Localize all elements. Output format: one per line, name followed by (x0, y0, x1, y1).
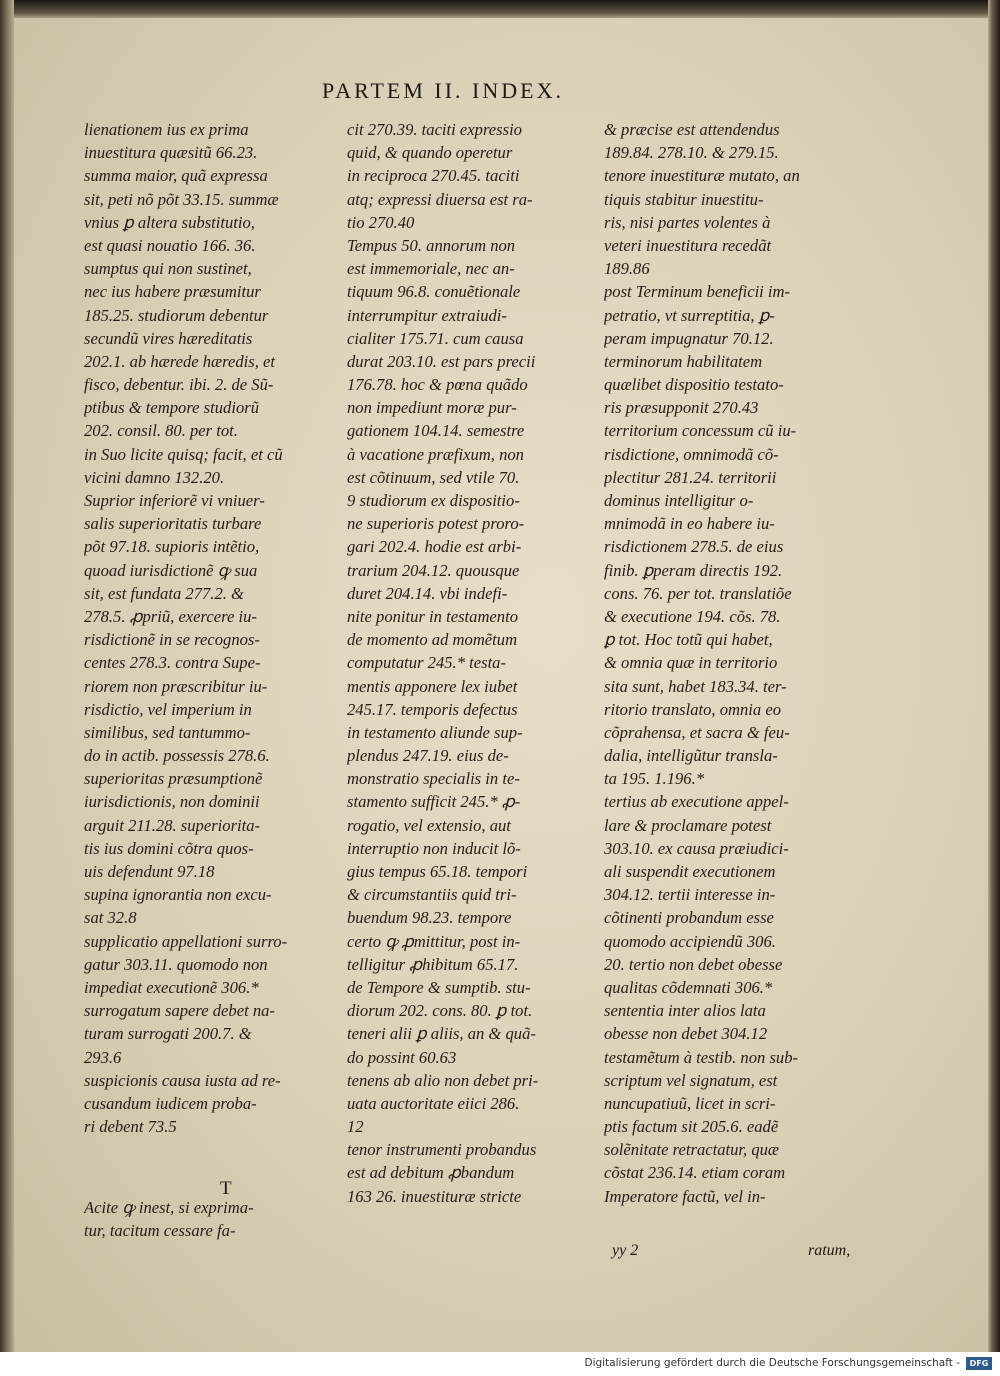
index-line: non impediunt moræ pur- (347, 398, 517, 418)
index-line: quælibet dispositio testato- (604, 375, 784, 395)
index-line: risdictionẽ in se recognos- (84, 630, 260, 650)
index-line: do possint 60.63 (347, 1047, 457, 1067)
index-line: in Suo licite quisq; facit, et cũ (84, 444, 283, 464)
index-line: tertius ab executione appel- (604, 792, 789, 812)
index-line: supplicatio appellationi surro- (84, 931, 288, 951)
index-line: inuestitura quæsitũ 66.23. (84, 143, 258, 163)
index-line: sit, peti nõ põt 33.15. summæ (84, 189, 279, 209)
index-line: 245.17. temporis defectus (347, 699, 518, 719)
index-line: de momento ad momẽtum (347, 630, 518, 650)
index-line: quomodo accipiendũ 306. (604, 931, 776, 951)
index-line: do in actib. possessis 278.6. (84, 746, 270, 766)
index-line: & executione 194. cõs. 78. (604, 606, 781, 626)
index-line: cõprahensa, et sacra & feu- (604, 722, 790, 742)
index-line: nite ponitur in testamento (347, 606, 518, 626)
index-line: territorium concessum cũ iu- (604, 421, 797, 441)
index-line: ri debent 73.5 (84, 1117, 177, 1137)
index-line: sit, est fundata 277.2. & (84, 583, 244, 603)
index-line: telligitur ꝓhibitum 65.17. (347, 954, 519, 974)
dfg-logo: DFG (966, 1357, 992, 1370)
index-line: qualitas cõdemnati 306.* (604, 977, 773, 997)
index-line: risdictionem 278.5. de eius (604, 537, 784, 557)
index-line: Tempus 50. annorum non (347, 235, 516, 255)
index-line: mentis apponere lex iubet (347, 676, 518, 696)
index-line: est quasi nouatio 166. 36. (84, 235, 256, 255)
index-line: tenens ab alio non debet pri- (347, 1070, 539, 1090)
index-line: buendum 98.23. tempore (347, 908, 512, 928)
index-line: computatur 245.* testa- (347, 653, 507, 673)
index-line: Imperatore factũ, vel in- (604, 1186, 766, 1206)
index-line: solẽnitate retractatur, quæ (604, 1140, 779, 1160)
index-line: teneri alii ꝑ aliis, an & quã- (347, 1024, 536, 1044)
index-line: lare & proclamare potest (604, 815, 772, 835)
index-line: põt 97.18. supioris intẽtio, (84, 537, 260, 557)
index-line: Suprior inferiorẽ vi vniuer- (84, 491, 265, 510)
index-line: interruptio non inducit lõ- (347, 838, 521, 858)
index-column-1 (84, 118, 356, 1138)
index-line: fisco, debentur. ibi. 2. de Sũ- (84, 375, 274, 395)
index-line: duret 204.14. vbi indefi- (347, 583, 508, 603)
index-line: arguit 211.28. superiorita- (84, 815, 261, 835)
index-line: in testamento aliunde sup- (347, 722, 523, 742)
index-line: nuncupatiuũ, licet in scri- (604, 1093, 776, 1113)
index-line: monstratio specialis in te- (347, 769, 520, 789)
index-line: 9 studiorum ex dispositio- (347, 491, 520, 510)
index-line: cõtinenti probandum esse (604, 908, 774, 928)
index-line: risdictione, omnimodã cõ- (604, 444, 779, 464)
index-line: est immemoriale, nec an- (347, 259, 515, 279)
page-top-shadow (0, 0, 1000, 18)
index-line: 303.10. ex causa præiudici- (604, 838, 789, 858)
index-line: nec ius habere præsumitur (84, 282, 261, 302)
index-line: & circumstantiis quid tri- (347, 885, 517, 905)
index-line: iurisdictionis, non dominii (84, 792, 260, 812)
index-line: 293.6 (84, 1047, 122, 1067)
index-line: riorem non præscribitur iu- (84, 676, 268, 696)
section-t-entries (84, 1196, 356, 1242)
index-line: surrogatum sapere debet na- (84, 1001, 275, 1021)
index-line: 202. consil. 80. per tot. (84, 421, 238, 441)
index-line: quid, & quando operetur (347, 143, 513, 163)
index-line: ptis factum sit 205.6. eadẽ (604, 1117, 779, 1137)
index-line: est cõtinuum, sed vtile 70. (347, 467, 520, 487)
index-line: similibus, sed tantummo- (84, 722, 251, 742)
page-right-edge (988, 0, 1000, 1352)
index-line: uis defendunt 97.18 (84, 862, 215, 881)
index-column-2 (347, 118, 609, 1208)
index-line: diorum 202. cons. 80. ꝑ tot. (347, 1001, 533, 1021)
index-line: cusandum iudicem proba- (84, 1093, 257, 1113)
index-line: de Tempore & sumptib. stu- (347, 977, 531, 997)
index-line: sententia inter alios lata (604, 1001, 766, 1021)
index-line: atq; expressi diuersa est ra- (347, 189, 533, 209)
index-line: 278.5. ꝓpriũ, exercere iu- (84, 606, 257, 626)
index-line: scriptum vel signatum, est (604, 1070, 778, 1090)
index-line: superioritas præsumptionẽ (84, 769, 263, 789)
index-line: supina ignorantia non excu- (84, 885, 272, 905)
index-line: 163 26. inuestituræ stricte (347, 1186, 522, 1206)
index-line: uata auctoritate eiici 286. (347, 1093, 520, 1113)
index-line: certo ꝙ ꝓmittitur, post in- (347, 931, 521, 951)
index-line: salis superioritatis turbare (84, 514, 262, 534)
index-line: interrumpitur extraiudi- (347, 305, 507, 325)
index-line: gius tempus 65.18. tempori (347, 862, 528, 881)
index-line: dalia, intelligũtur transla- (604, 746, 778, 766)
index-line: 20. tertio non debet obesse (604, 954, 783, 974)
index-line: centes 278.3. contra Supe- (84, 653, 261, 673)
index-line: quoad iurisdictionẽ ꝙ sua (84, 560, 258, 580)
index-line: cit 270.39. taciti expressio (347, 120, 522, 139)
section-letter: T (220, 1178, 232, 1199)
index-line: post Terminum beneficii im- (604, 282, 791, 302)
index-line: tenor instrumenti probandus (347, 1140, 537, 1160)
index-line: 176.78. hoc & pœna quãdo (347, 375, 528, 395)
index-line: 189.84. 278.10. & 279.15. (604, 143, 779, 163)
footer-bar (0, 1352, 1000, 1376)
index-line: dominus intelligitur o- (604, 491, 754, 510)
index-line: 185.25. studiorum debentur (84, 305, 269, 325)
index-line: tiquum 96.8. conuẽtionale (347, 282, 521, 302)
index-line: summa maior, quã expressa (84, 166, 268, 186)
index-line: mnimodã in eo habere iu- (604, 514, 775, 534)
index-line: ali suspendit executionem (604, 862, 776, 881)
index-line: tiquis stabitur inuestitu- (604, 189, 764, 209)
index-line: & præcise est attendendus (604, 120, 780, 139)
index-line: tio 270.40 (347, 212, 415, 232)
index-line: veteri inuestitura recedãt (604, 235, 772, 255)
index-line: in reciproca 270.45. taciti (347, 166, 520, 186)
index-line: plendus 247.19. eius de- (347, 746, 509, 766)
index-line: ptibus & tempore studiorũ (84, 398, 260, 418)
index-line: stamento sufficit 245.* ꝓ- (347, 792, 521, 812)
index-line: sat 32.8 (84, 908, 137, 928)
index-line: petratio, vt surreptitia, ꝑ- (604, 305, 775, 325)
index-line: ta 195. 1.196.* (604, 769, 705, 789)
index-line: à vacatione præfixum, non (347, 444, 524, 464)
index-line: suspicionis causa iusta ad re- (84, 1070, 281, 1090)
index-line: cõstat 236.14. etiam coram (604, 1163, 786, 1183)
section-t-line: tur, tacitum cessare fa- (84, 1221, 236, 1241)
index-line: ritorio translato, omnia eo (604, 699, 782, 719)
index-line: sita sunt, habet 183.34. ter- (604, 676, 787, 696)
index-line: 202.1. ab hærede hæredis, et (84, 351, 275, 371)
index-line: finib. ꝑperam directis 192. (604, 560, 783, 580)
index-line: ris, nisi partes volentes à (604, 212, 771, 232)
index-line: risdictio, vel imperium in (84, 699, 252, 719)
page-left-binding (0, 0, 14, 1352)
index-line: terminorum habilitatem (604, 351, 763, 371)
index-line: ne superioris potest proro- (347, 514, 525, 534)
index-line: turam surrogati 200.7. & (84, 1024, 252, 1044)
index-line: tis ius domini cõtra quos- (84, 838, 254, 858)
index-line: durat 203.10. est pars precii (347, 351, 536, 371)
index-line: gatur 303.11. quomodo non (84, 954, 268, 974)
index-line: 189.86 (604, 259, 650, 279)
index-line: trarium 204.12. quousque (347, 560, 520, 580)
index-line: vnius ꝑ altera substitutio, (84, 212, 255, 232)
index-line: ꝑ tot. Hoc totũ qui habet, (604, 630, 773, 650)
index-line: gationem 104.14. semestre (347, 421, 525, 441)
index-line: & omnia quæ in territorio (604, 653, 778, 673)
footer-credit: Digitalisierung gefördert durch die Deutsche Forschungsgemeinschaft - (584, 1357, 960, 1369)
index-line: gari 202.4. hodie est arbi- (347, 537, 522, 557)
index-line: tenore inuestituræ mutato, an (604, 166, 800, 186)
index-line: peram impugnatur 70.12. (604, 328, 774, 348)
index-line: testamẽtum à testib. non sub- (604, 1047, 799, 1067)
index-line: secundũ vires hæreditatis (84, 328, 253, 348)
index-line: ris præsupponit 270.43 (604, 398, 759, 418)
index-line: cialiter 175.71. cum causa (347, 328, 524, 348)
index-line: sumptus qui non sustinet, (84, 259, 252, 279)
index-line: 12 (347, 1117, 364, 1137)
index-line: plectitur 281.24. territorii (604, 467, 777, 487)
index-line: est ad debitum ꝓbandum (347, 1163, 515, 1183)
index-line: obesse non debet 304.12 (604, 1024, 768, 1044)
running-head: PARTEM II. INDEX. (322, 78, 564, 103)
signature-mark: yy 2 (612, 1242, 639, 1259)
index-line: vicini damno 132.20. (84, 467, 225, 487)
index-line: 304.12. tertii interesse in- (604, 885, 776, 905)
index-line: lienationem ius ex prima (84, 120, 249, 139)
section-t-line: Acite ꝙ inest, si exprima- (84, 1198, 254, 1217)
catchword: ratum, (808, 1242, 851, 1259)
index-column-3 (604, 118, 866, 1208)
index-line: cons. 76. per tot. translatiõe (604, 583, 792, 603)
index-line: impediat executionẽ 306.* (84, 977, 259, 997)
index-line: rogatio, vel extensio, aut (347, 815, 511, 835)
